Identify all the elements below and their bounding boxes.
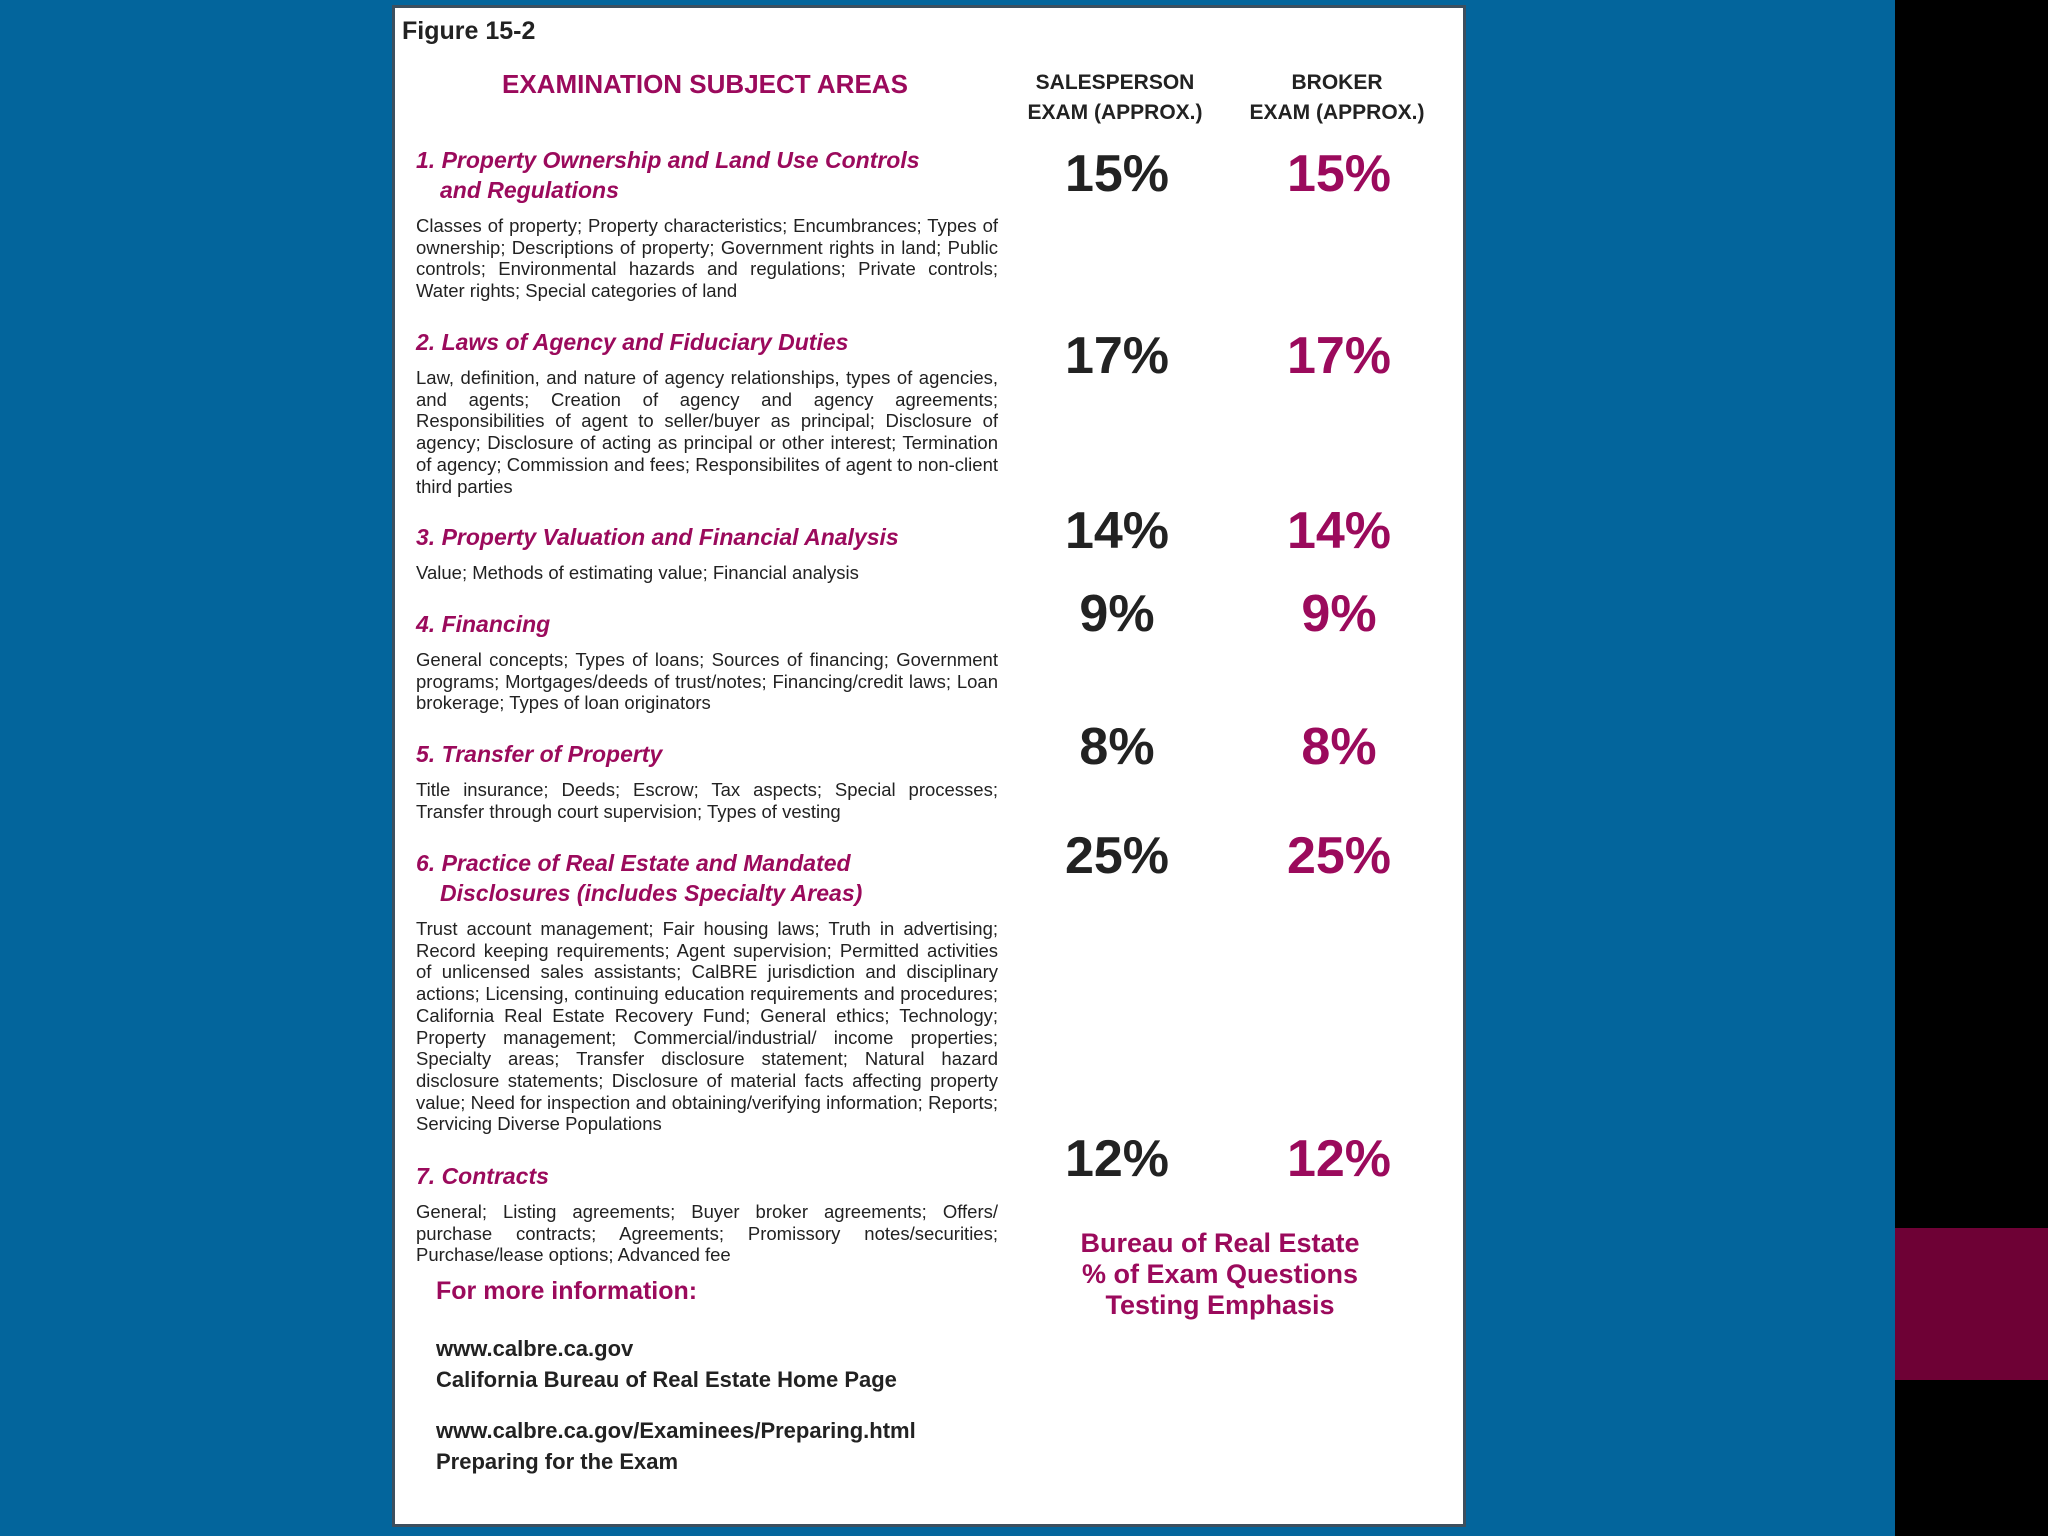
- section-title: 4. Financing: [416, 611, 551, 637]
- section-title: 5. Transfer of Property: [416, 741, 663, 767]
- bureau-note: Bureau of Real Estate % of Exam Questions Testing Emphasis: [1080, 1228, 1360, 1320]
- salesperson-percent: 9%: [1079, 585, 1155, 643]
- section-title: 7. Contracts: [416, 1163, 549, 1189]
- section-title: 3. Property Valuation and Financial Analysis: [416, 524, 899, 550]
- info-link-block: [436, 1333, 897, 1395]
- section-description: General concepts; Types of loans; Sources of financing; Government programs; Mortgages/deeds of trust/notes; Financing/credit laws; Loan brokerage; Types of loan originators: [416, 649, 998, 714]
- section-title: 2. Laws of Agency and Fiduciary Duties: [416, 329, 849, 355]
- section-title: 1. Property Ownership and Land Use Controls and Regulations: [416, 147, 920, 203]
- section-description: Classes of property; Property characteristics; Encumbrances; Types of ownership; Descriptions of property; Government rights in land; Public controls; Environmental hazards and regulations; Private controls; Water rights; Special categories of land: [416, 215, 998, 302]
- info-link-url[interactable]: www.calbre.ca.gov: [436, 1336, 634, 1361]
- salesperson-percent: 14%: [1064, 502, 1170, 560]
- info-link-label: California Bureau of Real Estate Home Page: [436, 1367, 897, 1392]
- broker-percent: 12%: [1286, 1130, 1392, 1188]
- accent-block: [1895, 1228, 2048, 1380]
- more-info-title: For more information:: [436, 1277, 698, 1305]
- salesperson-percent: 17%: [1064, 327, 1170, 385]
- salesperson-percent: 25%: [1064, 827, 1170, 885]
- section-description: Value; Methods of estimating value; Financial analysis: [416, 562, 859, 583]
- salesperson-percent: 8%: [1079, 718, 1155, 776]
- section-description: Trust account management; Fair housing laws; Truth in advertising; Record keeping requirements; Agent supervision; Permitted activities of unlicensed sales assistants; CalBRE jurisdiction and disciplinary actions; Licensing, continuing education requirements and procedures; California Real Estate Recovery Fund; General ethics; Technology; Property management; Commercial/industrial/ income properties; Specialty areas; Transfer disclosure statement; Natural hazard disclosure statements; Disclosure of material facts affecting property value; Need for inspection and obtaining/verifying information; Reports; Servicing Diverse Populations: [416, 918, 998, 1135]
- figure-label: Figure 15-2: [402, 17, 536, 45]
- section-description: Title insurance; Deeds; Escrow; Tax aspects; Special processes; Transfer through court supervision; Types of vesting: [416, 779, 998, 822]
- section-description: General; Listing agreements; Buyer broker agreements; Offers/ purchase contracts; Agreements; Promissory notes/securities; Purchase/lease options; Advanced fee: [416, 1201, 998, 1266]
- broker-percent: 9%: [1301, 585, 1377, 643]
- broker-percent: 17%: [1286, 327, 1392, 385]
- info-link-block: [436, 1415, 916, 1477]
- broker-percent: 14%: [1286, 502, 1392, 560]
- broker-column-header: BROKER EXAM (APPROX.): [1249, 71, 1425, 124]
- salesperson-column-header: SALESPERSON EXAM (APPROX.): [1027, 71, 1203, 124]
- info-link-label: Preparing for the Exam: [436, 1449, 679, 1474]
- subject-areas-heading: EXAMINATION SUBJECT AREAS: [502, 69, 908, 99]
- salesperson-percent: 15%: [1064, 145, 1170, 203]
- section-title: 6. Practice of Real Estate and Mandated Disclosures (includes Specialty Areas): [416, 850, 863, 906]
- broker-percent: 15%: [1286, 145, 1392, 203]
- broker-percent: 8%: [1301, 718, 1377, 776]
- salesperson-percent: 12%: [1064, 1130, 1170, 1188]
- figure-page: [392, 5, 1466, 1527]
- broker-percent: 25%: [1286, 827, 1392, 885]
- info-link-url[interactable]: www.calbre.ca.gov/Examinees/Preparing.html: [436, 1418, 916, 1443]
- section-description: Law, definition, and nature of agency relationships, types of agencies, and agents; Creation of agency and agency agreements; Responsibilities of agent to seller/buyer as principal; Disclosure of agency; Disclosure of acting as principal or other interest; Termination of agency; Commission and fees; Responsibilites of agent to non-client third parties: [416, 367, 998, 497]
